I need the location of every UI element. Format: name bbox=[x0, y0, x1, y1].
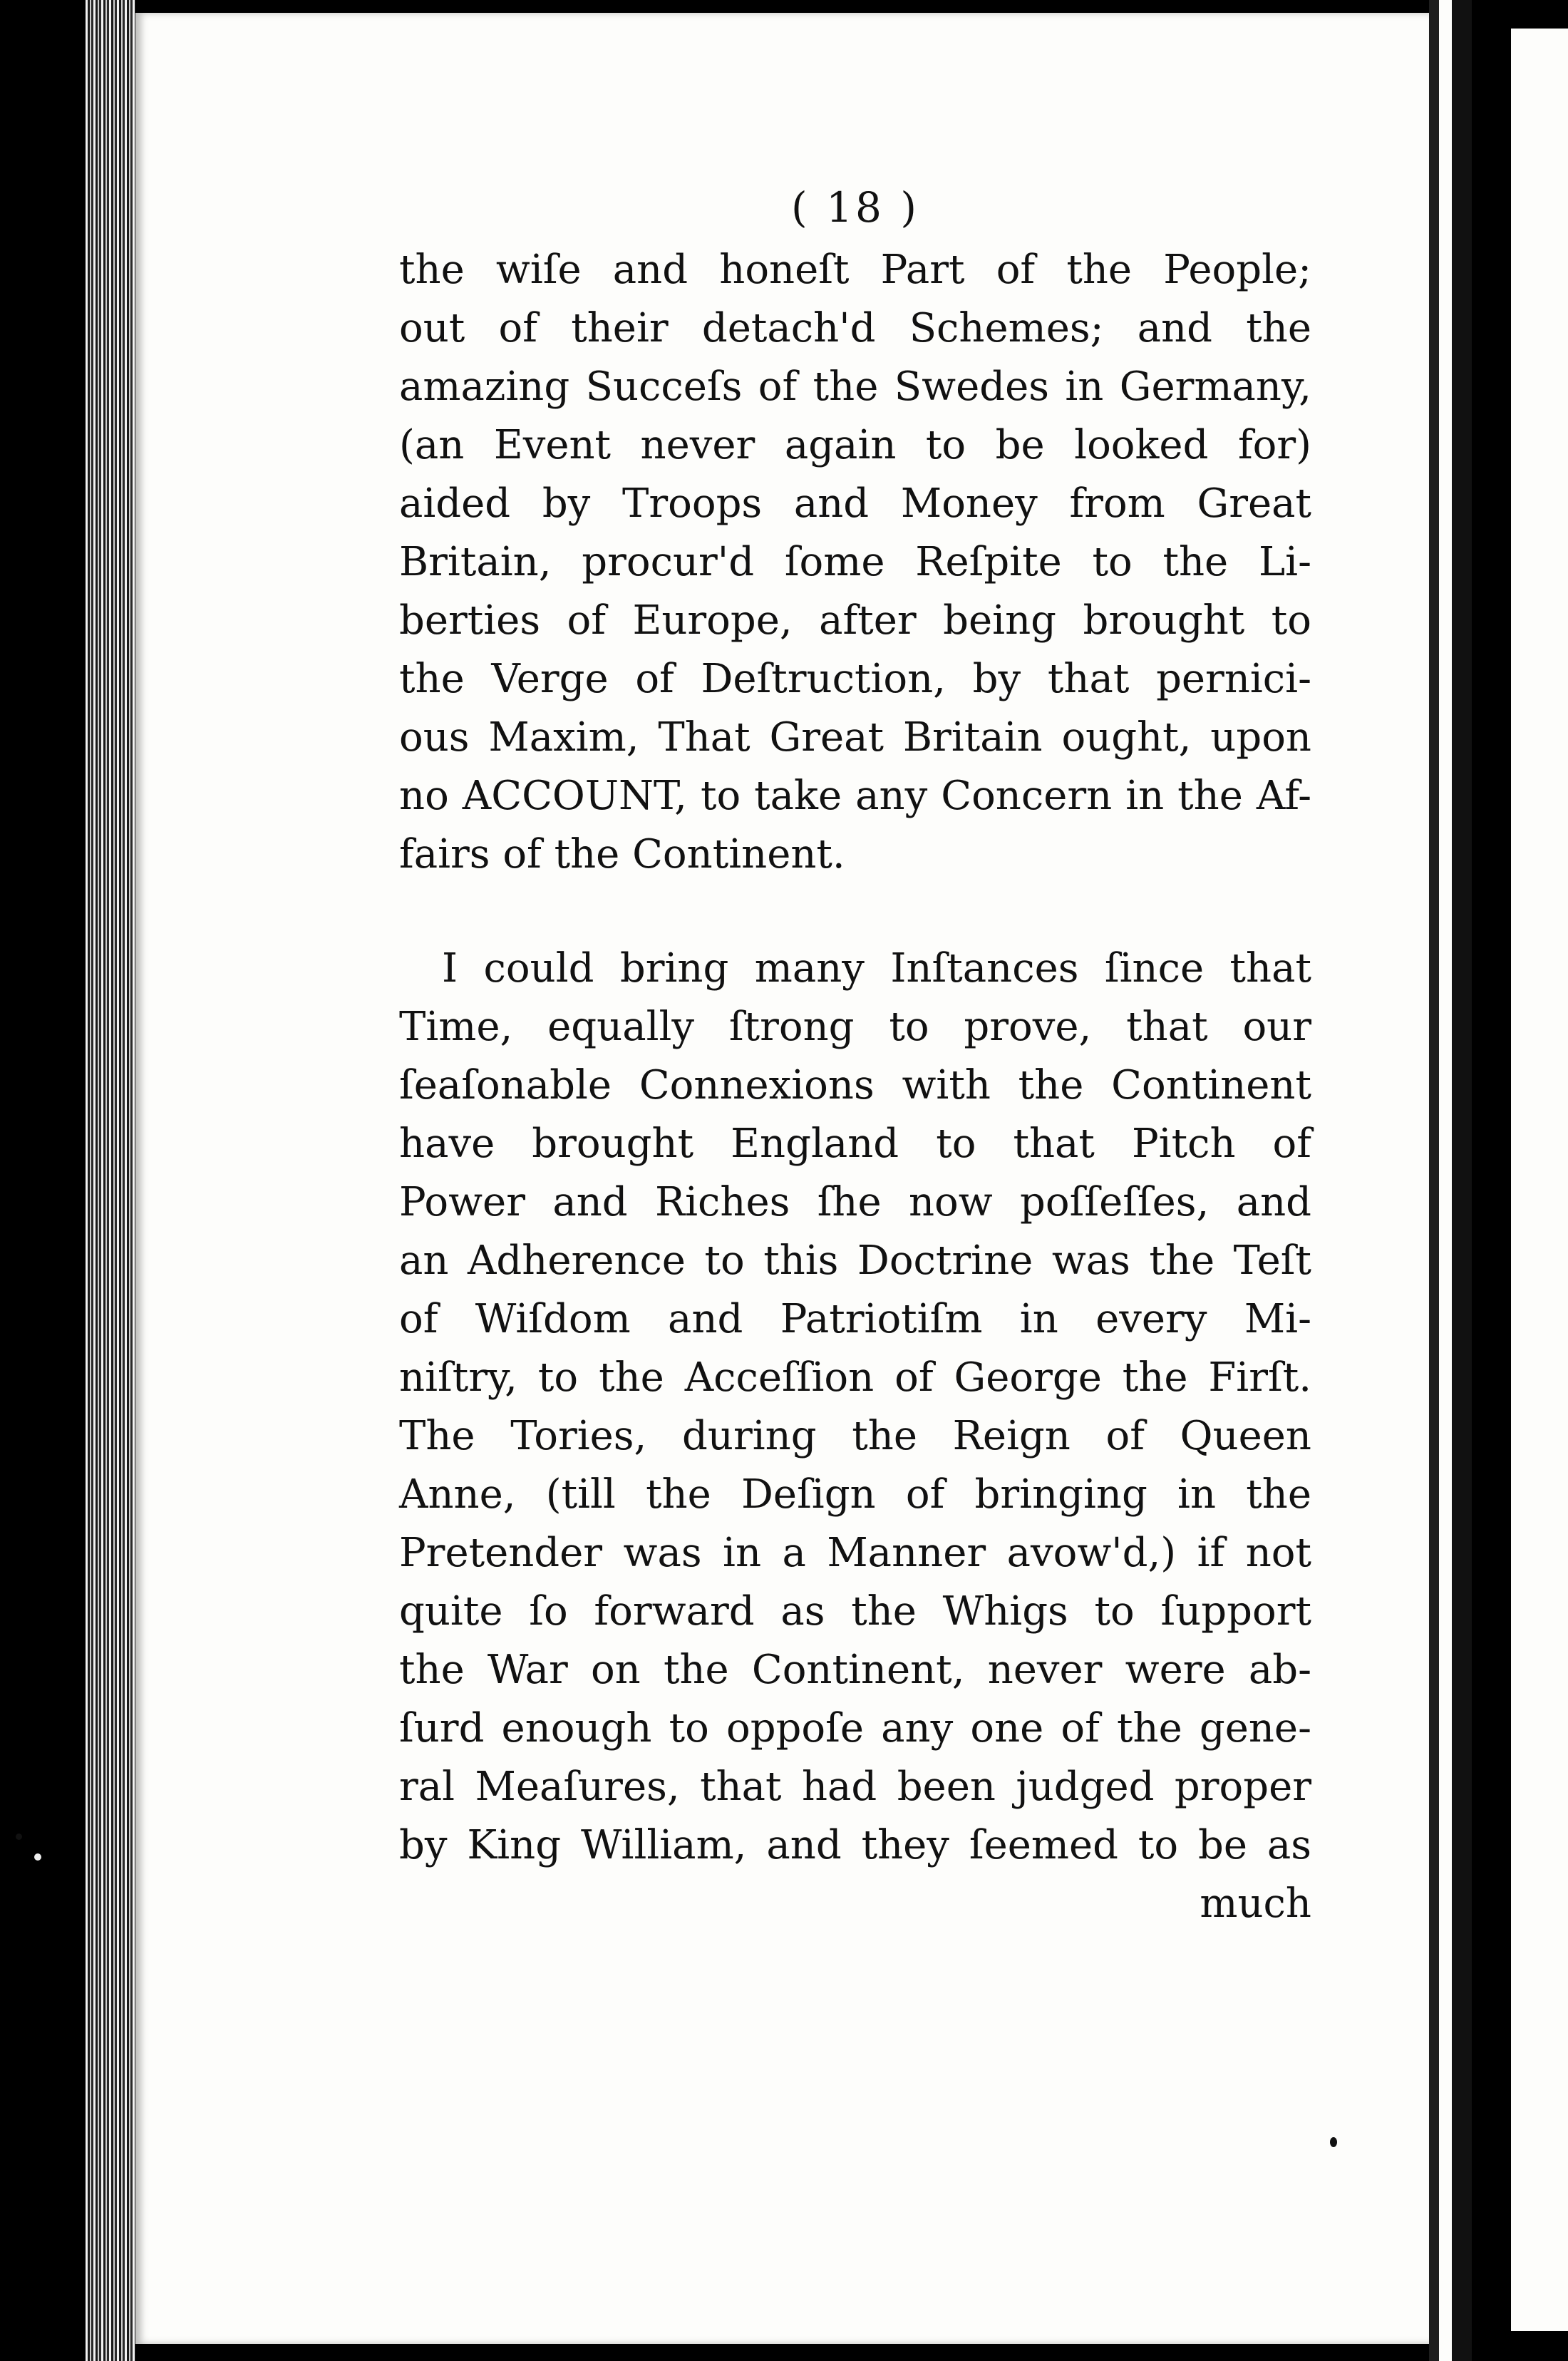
margin-speck bbox=[34, 1853, 41, 1861]
margin-speck bbox=[1330, 2137, 1337, 2147]
text-line: Pretender was in a Manner avow'd,) if not bbox=[399, 1530, 1311, 1576]
text-line: have brought England to that Pitch of bbox=[399, 1121, 1311, 1167]
text-line: Power and Riches ſhe now poſſeſſes, and bbox=[399, 1179, 1311, 1225]
paragraph-1 bbox=[399, 241, 1311, 884]
text-line: (an Event never again to be looked for) bbox=[399, 422, 1311, 468]
text-line: aided by Troops and Money from Great bbox=[399, 480, 1311, 527]
text-line: no ACCOUNT, to take any Concern in the Af- bbox=[399, 773, 1311, 819]
text-line: Time, equally ſtrong to prove, that our bbox=[399, 1004, 1311, 1050]
text-line: amazing Succeſs of the Swedes in Germany, bbox=[399, 364, 1311, 410]
text-line: The Tories, during the Reign of Queen bbox=[399, 1413, 1311, 1459]
text-line: an Adherence to this Doctrine was the Teſt bbox=[399, 1238, 1311, 1284]
text-line: berties of Europe, after being brought to bbox=[399, 597, 1311, 644]
text-line: Anne, (till the Deſign of bringing in the bbox=[399, 1471, 1311, 1518]
margin-speck bbox=[16, 1833, 22, 1840]
text-line: quite ſo forward as the Whigs to ſupport bbox=[399, 1588, 1311, 1635]
page-text bbox=[399, 178, 1311, 1933]
text-line: by King William, and they ſeemed to be as bbox=[399, 1822, 1311, 1868]
catchword: much bbox=[1200, 1881, 1311, 1927]
text-line: ſurd enough to oppoſe any one of the gene- bbox=[399, 1705, 1311, 1752]
text-line: the Verge of Deſtruction, by that pernici- bbox=[399, 656, 1311, 702]
text-line: the War on the Continent, never were ab- bbox=[399, 1647, 1311, 1693]
text-line: Britain, procur'd ſome Reſpite to the Li- bbox=[399, 539, 1311, 585]
book-binding-edge bbox=[86, 0, 135, 2361]
text-line: out of their detach'd Schemes; and the bbox=[399, 305, 1311, 351]
text-line: I could bring many Inſtances ſince that bbox=[442, 945, 1311, 992]
text-line: ous Maxim, That Great Britain ought, upon bbox=[399, 714, 1311, 761]
text-line: the wiſe and honeſt Part of the People; bbox=[399, 247, 1311, 293]
text-line: ral Meaſures, that had been judged proper bbox=[399, 1764, 1311, 1810]
page-number: ( 18 ) bbox=[791, 183, 919, 232]
facing-page-edge bbox=[1429, 0, 1472, 2361]
paragraph-2 bbox=[399, 940, 1311, 1875]
text-line: of Wiſdom and Patriotiſm in every Mi- bbox=[399, 1296, 1311, 1342]
text-line: fairs of the Continent. bbox=[399, 831, 845, 878]
text-line: niſtry, to the Acceſſion of George the Firſt. bbox=[399, 1354, 1311, 1401]
facing-page-sliver bbox=[1511, 29, 1568, 2331]
text-line: ſeaſonable Connexions with the Continent bbox=[399, 1062, 1311, 1109]
paragraph-gap bbox=[399, 884, 1311, 940]
